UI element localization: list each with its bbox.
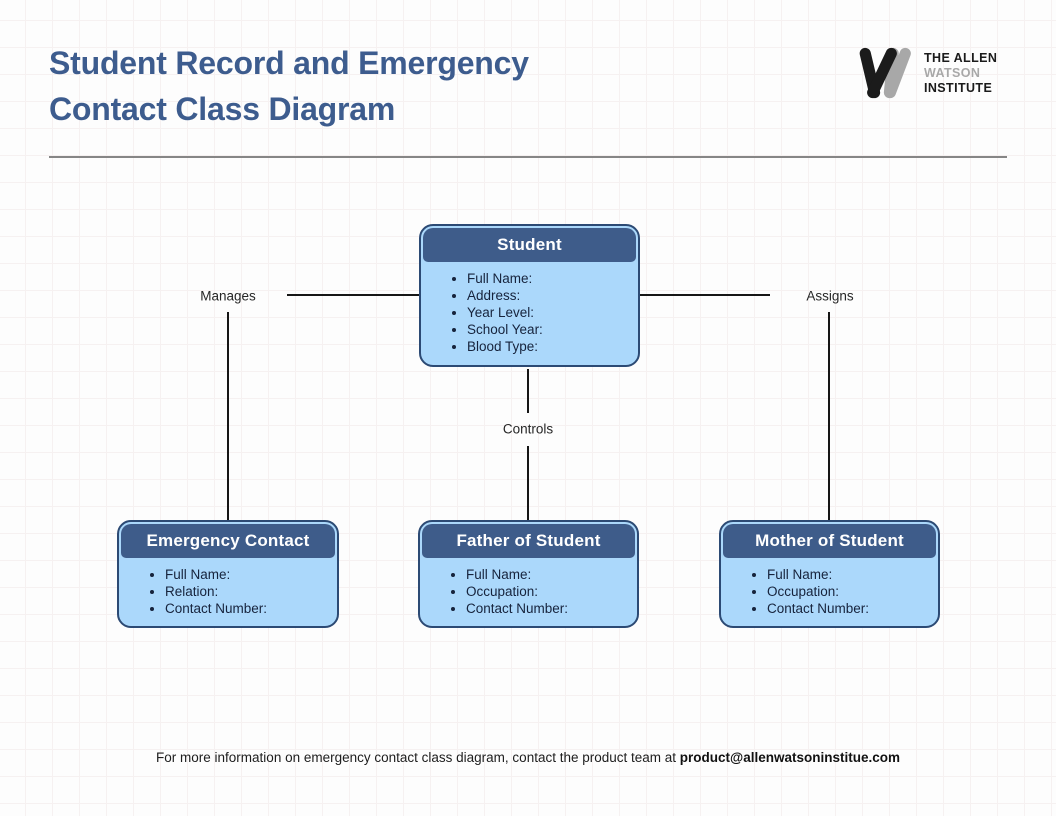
attribute-item: • Occupation: [767,583,936,600]
attribute-item: • Contact Number: [767,600,936,617]
class-box-mother [719,520,940,628]
footer-text: For more information on emergency contact class diagram, contact the product team at [156,750,680,765]
brand-logo-line1: THE ALLEN [924,50,998,65]
connector-controls-lower [527,446,529,520]
attribute-item: • Year Level: [467,304,636,321]
header-divider [49,156,1007,158]
attribute-item: • School Year: [467,321,636,338]
connector-controls-upper [527,369,529,413]
allen-watson-logo-icon [850,46,914,100]
attribute-item: • Contact Number: [466,600,635,617]
class-box-student-title: Student [423,228,636,262]
connector-assigns-horizontal [640,294,770,296]
attribute-item: • Occupation: [466,583,635,600]
brand-logo-text [924,51,997,96]
connector-manages-vertical [227,312,229,520]
class-box-student [419,224,640,367]
class-box-mother-title: Mother of Student [723,524,936,558]
class-box-father-title: Father of Student [422,524,635,558]
page-title-line2: Contact Class Diagram [49,91,396,127]
relationship-label-controls: Controls [502,421,554,437]
footer-email: product@allenwatsoninstitue.com [679,750,900,765]
page-title [49,40,529,132]
class-box-father [418,520,639,628]
footer-note [0,750,1056,765]
attribute-item: • Relation: [165,583,335,600]
attribute-item: • Full Name: [767,566,936,583]
class-box-mother-attributes [723,566,936,617]
attribute-item: • Address: [467,287,636,304]
page-title-line1: Student Record and Emergency [49,45,529,81]
connector-assigns-vertical [828,312,830,520]
relationship-label-manages: Manages [200,288,256,304]
attribute-item: • Full Name: [467,270,636,287]
brand-logo-line2: WATSON [924,65,981,80]
attribute-item: • Full Name: [466,566,635,583]
attribute-item: • Contact Number: [165,600,335,617]
class-box-student-attributes [423,270,636,355]
class-box-emergency-contact-title: Emergency Contact [121,524,335,558]
brand-logo [850,46,997,100]
connector-manages-horizontal [287,294,419,296]
brand-logo-line3: INSTITUTE [924,80,993,95]
class-box-emergency-contact-attributes [121,566,335,617]
class-box-emergency-contact [117,520,339,628]
relationship-label-assigns: Assigns [806,288,854,304]
class-box-father-attributes [422,566,635,617]
attribute-item: • Blood Type: [467,338,636,355]
attribute-item: • Full Name: [165,566,335,583]
